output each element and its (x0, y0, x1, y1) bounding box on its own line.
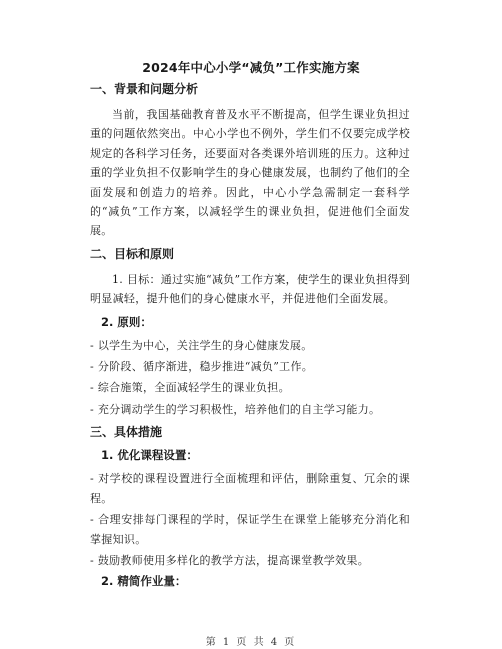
principle-item: - 分阶段、循序渐进，稳步推进“减负”工作。 (90, 360, 314, 374)
principle-item: - 充分调动学生的学习积极性，培养他们的自主学习能力。 (90, 402, 381, 416)
section-heading-goals: 二、目标和原则 (90, 246, 175, 261)
principle-item: - 综合施策，全面减轻学生的课业负担。 (90, 381, 290, 395)
measure-1-item: - 对学校的课程设置进行全面梳理和评估，删除重复、冗余的课程。 (90, 472, 410, 505)
principles-heading: 2. 原则： (101, 314, 152, 329)
section-heading-background: 一、背景和问题分析 (90, 82, 199, 96)
measure-2-heading: 2. 精简作业量： (101, 574, 187, 589)
measure-1-heading: 1. 优化课程设置： (101, 448, 198, 463)
document-title: 2024年中心小学“减负”工作实施方案 (142, 60, 360, 75)
section-heading-measures: 三、具体措施 (90, 425, 163, 440)
page-number-footer: 第 1 页 共 4 页 (205, 637, 297, 648)
background-paragraph: 当前，我国基础教育普及水平不断提高，但学生课业负担过重的问题依然突出。中心小学也不例外，学生们不仅要完成学校规定的各科学习任务，还要面对各类课外培训班的压力。这种过重的学业负担不仅影响学生的身心健康发展，也制约了他们的全面发展和创造力的培养。因此，中心小学急需制定一套科学的“减负”工作方案，以减轻学生的课业负担，促进他们全面发展。 (90, 108, 410, 238)
document-body (90, 82, 410, 595)
measure-1-item: - 鼓励教师使用多样化的教学方法，提高课堂教学效果。 (90, 553, 370, 567)
principle-item: - 以学生为中心，关注学生的身心健康发展。 (90, 338, 313, 352)
measure-1-item: - 合理安排每门课程的学时，保证学生在课堂上能够充分消化和掌握知识。 (90, 513, 410, 546)
goal-paragraph: 1. 目标：通过实施“减负”工作方案，使学生的课业负担得到明显减轻，提升他们的身心健康水平，并促进他们全面发展。 (90, 272, 410, 306)
